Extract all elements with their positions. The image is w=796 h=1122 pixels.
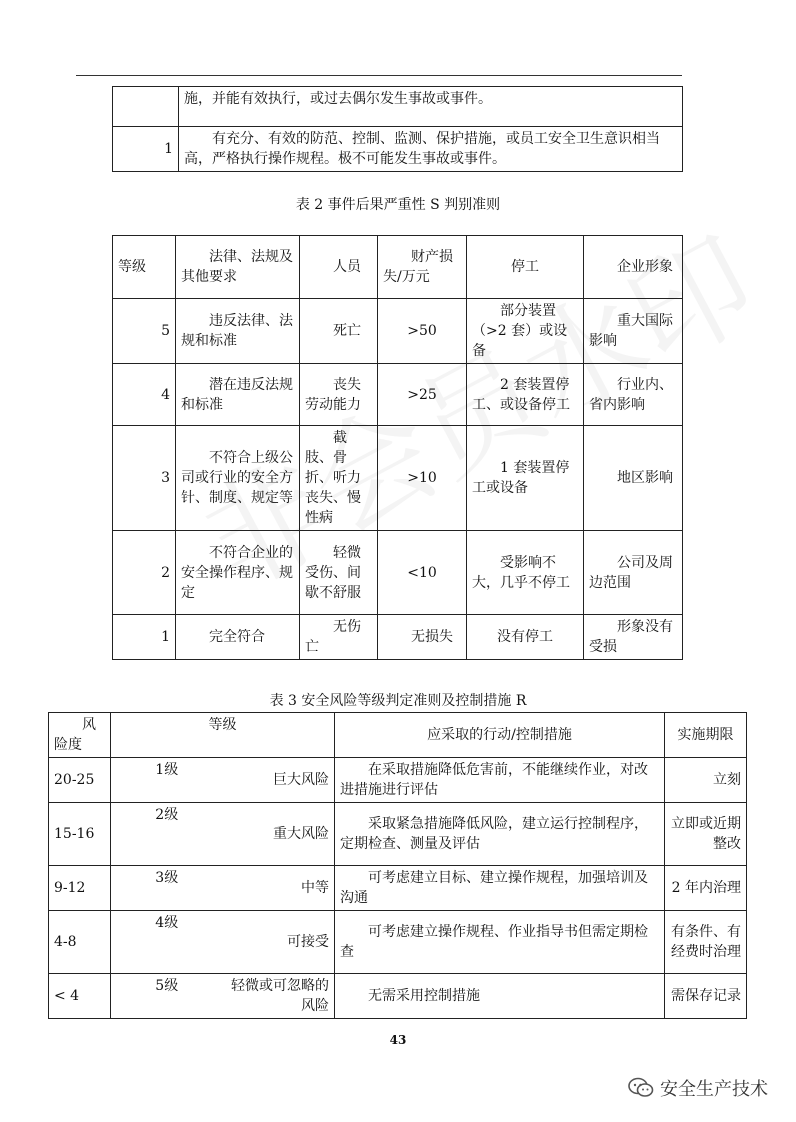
header-level: 等级 [113, 236, 176, 299]
table-row [113, 615, 683, 660]
grade-cell: 5级 [111, 974, 223, 1019]
risk-name-cell: 可接受 [223, 911, 335, 974]
table-row [49, 803, 747, 866]
table-row [49, 911, 747, 974]
grade-cell: 3级 [111, 866, 223, 911]
term-cell: 立刻 [665, 758, 747, 803]
level-cell: 1 [113, 127, 179, 172]
range-cell: 20-25 [49, 758, 111, 803]
action-cell: 可考虑建立目标、建立操作规程，加强培训及沟通 [335, 866, 665, 911]
term-cell: 2 年内治理 [665, 866, 747, 911]
grade-cell: 2级 [111, 803, 223, 866]
brand-signature [628, 1075, 768, 1101]
description-cell: 有充分、有效的防范、控制、监测、保护措施，或员工安全卫生意识相当高，严格执行操作规程。极不可能发生事故或事件。 [179, 127, 683, 172]
header-risk-degree: 风险度 [49, 713, 111, 758]
header-action: 应采取的行动/控制措施 [335, 713, 665, 758]
image-cell: 形象没有受损 [584, 615, 683, 660]
range-cell: 9-12 [49, 866, 111, 911]
likelihood-table-continuation [112, 86, 683, 172]
risk-name-cell: 中等 [223, 866, 335, 911]
header-law: 法律、法规及其他要求 [176, 236, 300, 299]
header-person: 人员 [300, 236, 378, 299]
header-term: 实施期限 [665, 713, 747, 758]
table-row [113, 531, 683, 615]
header-stop: 停工 [467, 236, 584, 299]
severity-table [112, 235, 683, 660]
level-cell: 4 [113, 364, 176, 426]
action-cell: 无需采用控制措施 [335, 974, 665, 1019]
level-cell: 3 [113, 426, 176, 531]
stop-cell: 2 套装置停工、或设备停工 [467, 364, 584, 426]
person-cell: 丧失劳动能力 [300, 364, 378, 426]
image-cell: 重大国际影响 [584, 299, 683, 364]
loss-cell: >25 [378, 364, 467, 426]
page-number: 43 [389, 1033, 407, 1047]
person-cell: 轻微受伤、间歇不舒服 [300, 531, 378, 615]
risk-name-cell: 重大风险 [223, 803, 335, 866]
image-cell: 地区影响 [584, 426, 683, 531]
level-cell [113, 87, 179, 127]
grade-cell: 1级 [111, 758, 223, 803]
law-cell: 违反法律、法规和标准 [176, 299, 300, 364]
level-cell: 5 [113, 299, 176, 364]
law-cell: 完全符合 [176, 615, 300, 660]
header-rule [76, 75, 682, 76]
table2-caption: 表 2 事件后果严重性 S 判别准则 [295, 197, 501, 213]
stop-cell: 没有停工 [467, 615, 584, 660]
level-cell: 1 [113, 615, 176, 660]
table-row [49, 758, 747, 803]
table-row [113, 87, 683, 127]
range-cell: 4-8 [49, 911, 111, 974]
loss-cell: 无损失 [378, 615, 467, 660]
table-header-row [113, 236, 683, 299]
risk-name-cell: 巨大风险 [223, 758, 335, 803]
table-row [113, 426, 683, 531]
person-cell: 无伤亡 [300, 615, 378, 660]
range-cell: 15-16 [49, 803, 111, 866]
table3-caption: 表 3 安全风险等级判定准则及控制措施 R [269, 693, 527, 709]
brand-name: 安全生产技术 [660, 1079, 768, 1100]
image-cell: 公司及周边范围 [584, 531, 683, 615]
action-cell: 在采取措施降低危害前，不能继续作业，对改进措施进行评估 [335, 758, 665, 803]
stop-cell: 1 套装置停工或设备 [467, 426, 584, 531]
term-cell: 需保存记录 [665, 974, 747, 1019]
table-row [49, 974, 747, 1019]
table-row [113, 299, 683, 364]
action-cell: 可考虑建立操作规程、作业指导书但需定期检查 [335, 911, 665, 974]
loss-cell: >50 [378, 299, 467, 364]
law-cell: 不符合上级公司或行业的安全方针、制度、规定等 [176, 426, 300, 531]
law-cell: 潜在违反法规和标准 [176, 364, 300, 426]
risk-level-table [48, 712, 747, 1019]
header-loss: 财产损失/万元 [378, 236, 467, 299]
term-cell: 有条件、有经费时治理 [665, 911, 747, 974]
loss-cell: >10 [378, 426, 467, 531]
table-row [49, 866, 747, 911]
header-image: 企业形象 [584, 236, 683, 299]
description-cell: 施，并能有效执行，或过去偶尔发生事故或事件。 [179, 87, 683, 127]
image-cell: 行业内、省内影响 [584, 364, 683, 426]
table-row [113, 364, 683, 426]
stop-cell: 受影响不大，几乎不停工 [467, 531, 584, 615]
person-cell: 截肢、骨折、听力丧失、慢性病 [300, 426, 378, 531]
action-cell: 采取紧急措施降低风险，建立运行控制程序，定期检查、测量及评估 [335, 803, 665, 866]
stop-cell: 部分装置（>2 套）或设备 [467, 299, 584, 364]
law-cell: 不符合企业的安全操作程序、规定 [176, 531, 300, 615]
wechat-icon [628, 1077, 654, 1099]
level-cell: 2 [113, 531, 176, 615]
person-cell: 死亡 [300, 299, 378, 364]
risk-name-cell: 轻微或可忽略的风险 [223, 974, 335, 1019]
loss-cell: <10 [378, 531, 467, 615]
grade-cell: 4级 [111, 911, 223, 974]
term-cell: 立即或近期整改 [665, 803, 747, 866]
header-grade: 等级 [111, 713, 335, 758]
table-row [113, 127, 683, 172]
table-header-row [49, 713, 747, 758]
range-cell: < 4 [49, 974, 111, 1019]
